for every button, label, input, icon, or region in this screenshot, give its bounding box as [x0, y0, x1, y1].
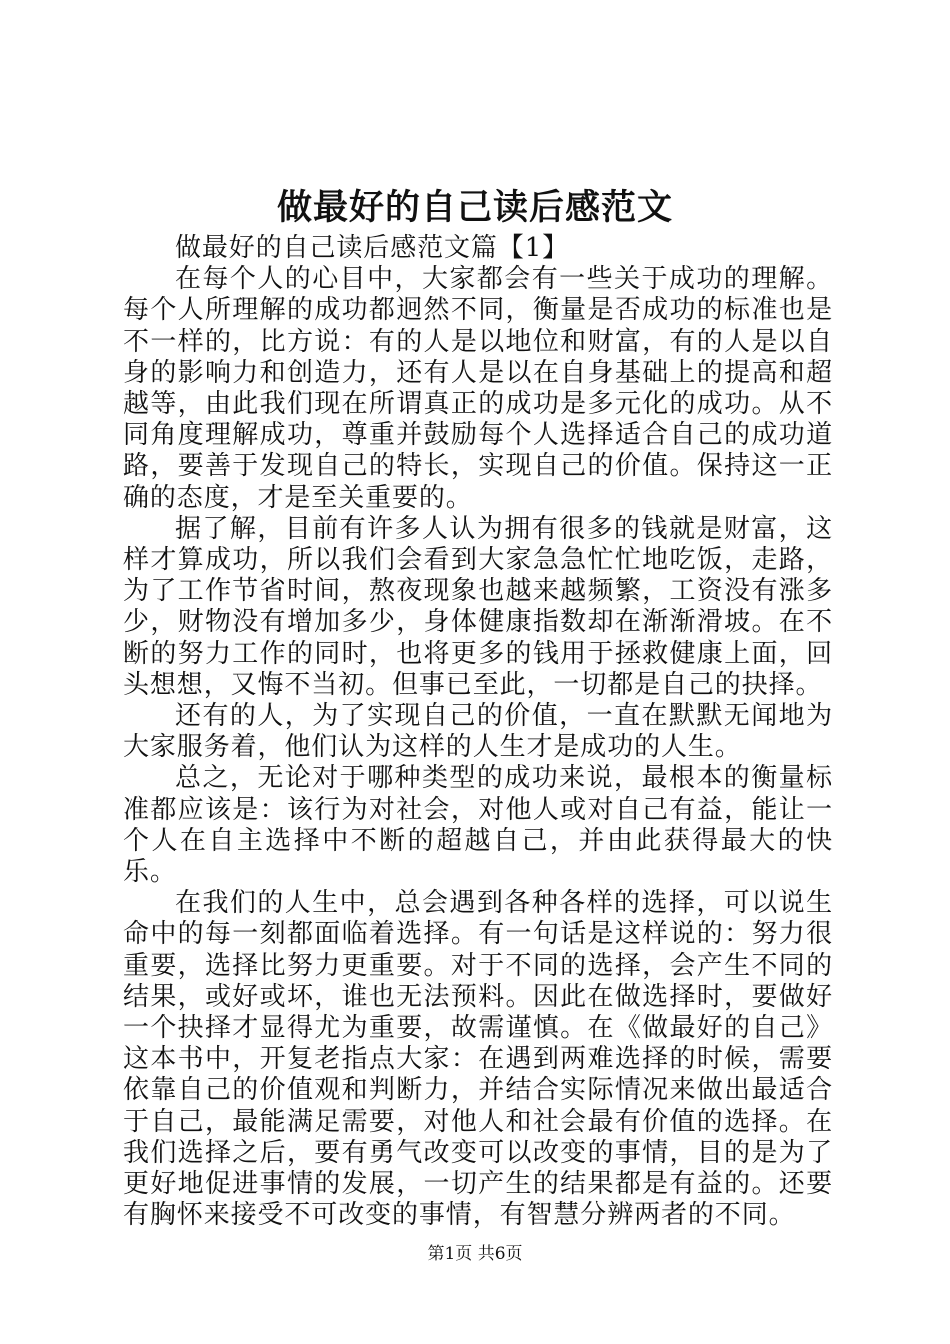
- document-body: [123, 233, 833, 1232]
- paragraph-4: 总之，无论对于哪种类型的成功来说，最根本的衡量标准都应该是：该行为对社会，对他人或对自己有益，能让一个人在自主选择中不断的超越自己，并由此获得最大的快乐。: [123, 763, 833, 888]
- paragraph-3: 还有的人，为了实现自己的价值，一直在默默无闻地为大家服务着，他们认为这样的人生才是成功的人生。: [123, 701, 833, 763]
- paragraph-2: 据了解，目前有许多人认为拥有很多的钱就是财富，这样才算成功，所以我们会看到大家急急忙忙地吃饭，走路，为了工作节省时间，熬夜现象也越来越频繁，工资没有涨多少，财物没有增加多少，身体健康指数却在渐渐滑坡。在不断的努力工作的同时，也将更多的钱用于拯救健康上面，回头想想，又悔不当初。但事已至此，一切都是自己的抉择。: [123, 513, 833, 700]
- paragraph-1: 在每个人的心目中，大家都会有一些关于成功的理解。每个人所理解的成功都迥然不同，衡量是否成功的标准也是不一样的，比方说：有的人是以地位和财富，有的人是以自身的影响力和创造力，还有人是以在自身基础上的提高和超越等，由此我们现在所谓真正的成功是多元化的成功。从不同角度理解成功，尊重并鼓励每个人选择适合自己的成功道路，要善于发现自己的特长，实现自己的价值。保持这一正确的态度，才是至关重要的。: [123, 264, 833, 513]
- page-number-footer: 第1页 共6页: [427, 1244, 523, 1264]
- paragraph-5: 在我们的人生中，总会遇到各种各样的选择，可以说生命中的每一刻都面临着选择。有一句话是这样说的：努力很重要，选择比努力更重要。对于不同的选择，会产生不同的结果，或好或坏，谁也无法预料。因此在做选择时，要做好一个抉择才显得尤为重要，故需谨慎。在《做最好的自己》这本书中，开复老指点大家：在遇到两难选择的时候，需要依靠自己的价值观和判断力，并结合实际情况来做出最适合于自己，最能满足需要，对他人和社会最有价值的选择。在我们选择之后，要有勇气改变可以改变的事情，目的是为了更好地促进事情的发展，一切产生的结果都是有益的。还要有胸怀来接受不可改变的事情，有智慧分辨两者的不同。: [123, 888, 833, 1231]
- document-title: 做最好的自己读后感范文: [276, 187, 673, 228]
- section-heading: 做最好的自己读后感范文篇【1】: [175, 233, 570, 263]
